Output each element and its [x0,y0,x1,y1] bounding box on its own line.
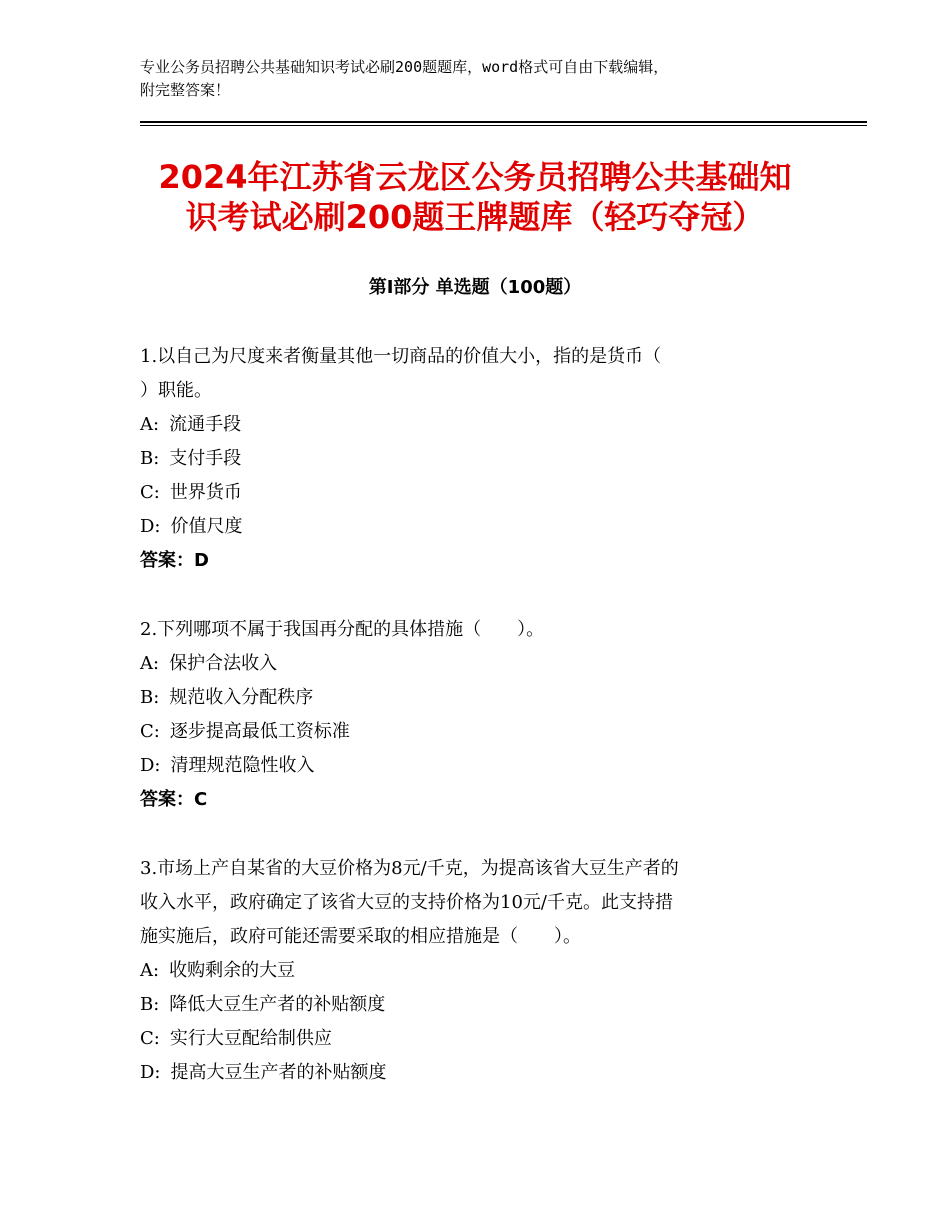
header-note-line-1: 专业公务员招聘公共基础知识考试必刷200题题库，word格式可自由下载编辑， [140,58,669,76]
option-letter: D: [140,755,161,776]
option-letter: D: [140,516,161,537]
option-a [140,954,810,988]
header-divider-thick [140,121,867,123]
option-d [140,510,810,544]
option-text: 实行大豆配给制供应 [169,1028,332,1049]
question-text-line: 3.市场上产自某省的大豆价格为8元/千克，为提高该省大豆生产者的 [140,858,679,879]
option-text: 提高大豆生产者的补贴额度 [170,1062,387,1083]
option-c [140,476,810,510]
option-letter: B: [140,448,160,469]
option-text: 世界货币 [169,482,242,503]
option-text: 流通手段 [169,414,242,435]
option-letter: B: [140,687,160,708]
option-a [140,647,810,681]
question-text-line: ）职能。 [140,380,212,401]
option-text: 清理规范隐性收入 [170,755,315,776]
option-letter: C: [140,721,160,742]
option-letter: B: [140,994,160,1015]
option-text: 规范收入分配秩序 [169,687,314,708]
option-text: 支付手段 [169,448,242,469]
answer: 答案：D [140,550,209,571]
question-text-line: 施实施后，政府可能还需要采取的相应措施是（ ）。 [140,926,581,947]
option-c [140,715,810,749]
question-text-line: 2.下列哪项不属于我国再分配的具体措施（ ）。 [140,619,545,640]
question-2 [140,613,810,817]
option-letter: D: [140,1062,161,1083]
option-b [140,442,810,476]
option-text: 价值尺度 [170,516,243,537]
question-1 [140,340,810,578]
option-text: 保护合法收入 [169,653,278,674]
option-letter: C: [140,482,160,503]
header-note-line-2: 附完整答案！ [140,81,231,99]
option-c [140,1022,810,1056]
option-letter: A: [140,960,160,981]
header-note [140,56,800,102]
option-a [140,408,810,442]
option-d [140,749,810,783]
question-text-line: 1.以自己为尺度来者衡量其他一切商品的价值大小，指的是货币（ [140,346,662,367]
option-b [140,988,810,1022]
option-text: 降低大豆生产者的补贴额度 [169,994,386,1015]
header-divider-thin [140,125,867,126]
option-letter: C: [140,1028,160,1049]
section-title: 第Ⅰ部分 单选题（100题） [368,277,582,298]
option-text: 逐步提高最低工资标准 [169,721,350,742]
document-title [140,157,810,237]
document-title-line-1: 2024年江苏省云龙区公务员招聘公共基础知 [158,158,792,196]
question-text-line: 收入水平，政府确定了该省大豆的支持价格为10元/千克。此支持措 [140,892,673,913]
option-letter: A: [140,653,160,674]
option-text: 收购剩余的大豆 [169,960,296,981]
document-title-line-2: 识考试必刷200题王牌题库（轻巧夺冠） [185,198,765,236]
option-d [140,1056,810,1090]
option-letter: A: [140,414,160,435]
answer: 答案：C [140,789,208,810]
option-b [140,681,810,715]
question-3 [140,852,810,1090]
